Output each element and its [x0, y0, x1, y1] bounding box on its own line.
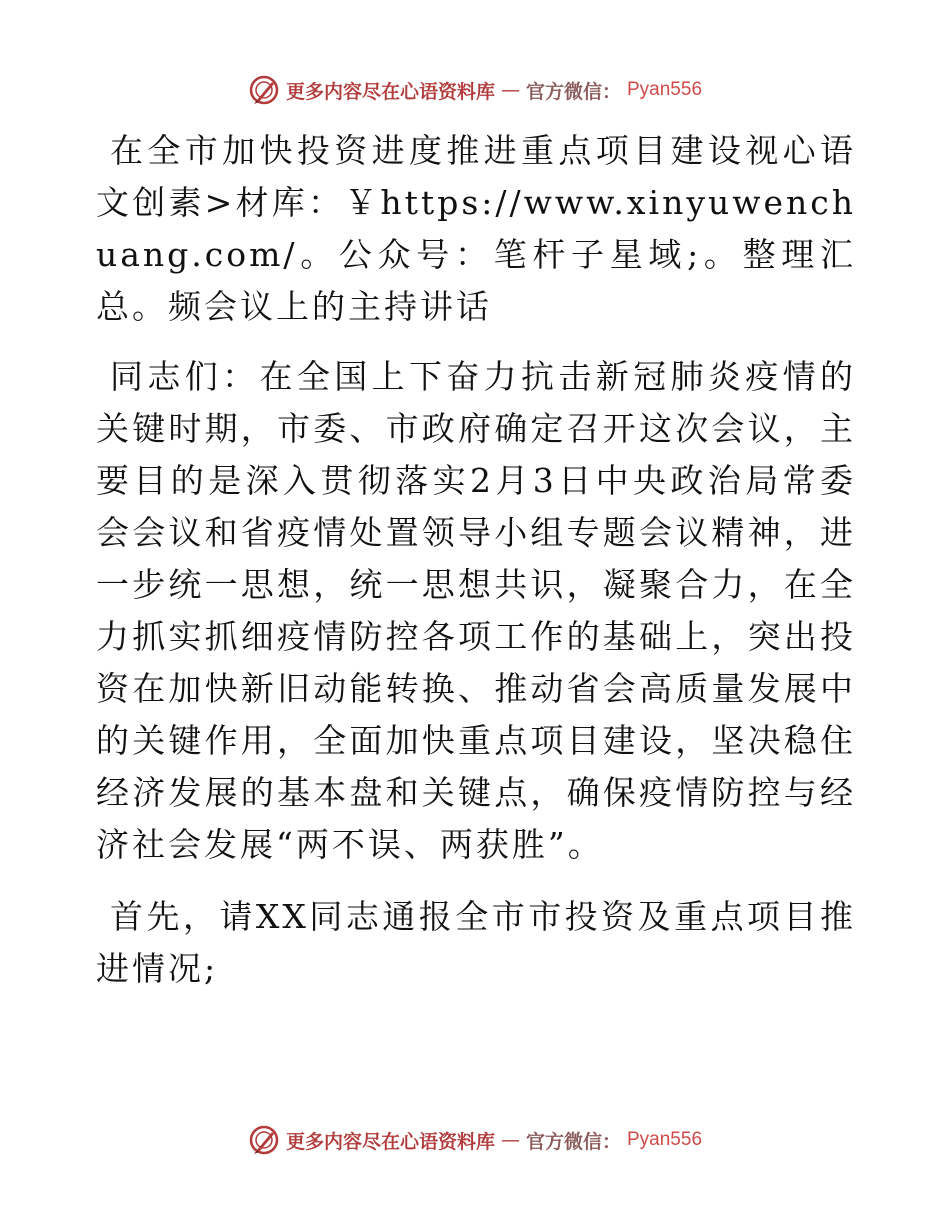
banner-dash: —	[500, 1129, 520, 1151]
document-title-paragraph: 在全市加快投资进度推进重点项目建设视心语文创素>材库：￥https://www.xinyuwenchuang.com/。公众号：笔杆子星域;。整理汇总。频会议上的主持讲话	[96, 131, 856, 326]
banner-wechat-id: Pyan556	[627, 1129, 703, 1150]
banner-main-text: 更多内容尽在心语资料库	[285, 80, 495, 103]
document-body	[96, 125, 856, 1015]
banner-wechat-label: 官方微信：	[525, 1130, 621, 1153]
header-watermark-banner	[0, 72, 950, 108]
pen-logo-icon	[248, 1124, 280, 1156]
banner-main-text: 更多内容尽在心语资料库	[285, 1130, 495, 1153]
document-paragraph-1: 同志们：在全国上下奋力抗击新冠肺炎疫情的关键时期，市委、市政府确定召开这次会议，主要目的是深入贯彻落实2月3日中央政治局常委会会议和省疫情处置领导小组专题会议精神，进一步统一思想，统一思想共识，凝聚合力，在全力抓实抓细疫情防控各项工作的基础上，突出投资在加快新旧动能转换、推动省会高质量发展中的关键作用，全面加快重点项目建设，坚决稳住经济发展的基本盘和关键点，确保疫情防控与经济社会发展“两不误、两获胜”。	[96, 357, 856, 864]
footer-watermark-banner	[0, 1122, 950, 1158]
banner-wechat-label: 官方微信：	[525, 80, 621, 103]
pen-logo-icon	[248, 74, 280, 106]
banner-dash: —	[500, 79, 520, 101]
banner-wechat-id: Pyan556	[627, 79, 703, 100]
document-paragraph-2: 首先，请XX同志通报全市市投资及重点项目推进情况;	[96, 897, 856, 988]
